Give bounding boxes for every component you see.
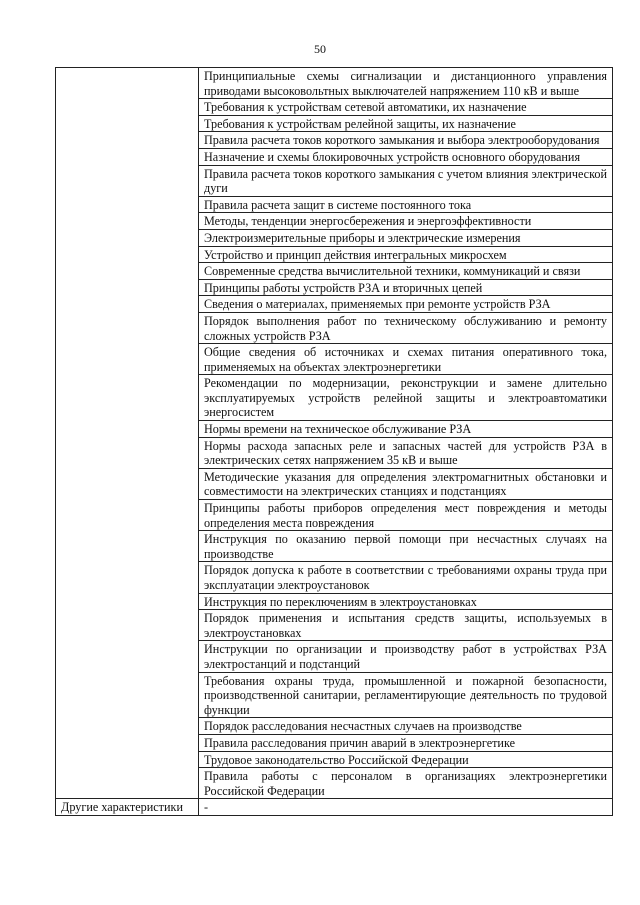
table-cell: Нормы расхода запасных реле и запасных частей для устройств РЗА в электрических сетях напряжением 35 кВ и выше <box>199 437 613 468</box>
knowledge-label-cell <box>56 68 199 799</box>
table-cell: Порядок применения и испытания средств защиты, используемых в электроустановках <box>199 610 613 641</box>
requirements-table <box>55 67 613 816</box>
table-cell: Правила расследования причин аварий в электроэнергетике <box>199 734 613 751</box>
table-cell: Сведения о материалах, применяемых при ремонте устройств РЗА <box>199 296 613 313</box>
other-characteristics-value: - <box>199 799 613 816</box>
table-cell: Методы, тенденции энергосбережения и энергоэффективности <box>199 213 613 230</box>
table-row <box>56 68 613 99</box>
table-cell: Правила расчета токов короткого замыкания с учетом влияния электрической дуги <box>199 165 613 196</box>
table-cell: Трудовое законодательство Российской Федерации <box>199 751 613 768</box>
table-cell: Инструкция по оказанию первой помощи при несчастных случаях на производстве <box>199 531 613 562</box>
table-cell: Требования к устройствам релейной защиты, их назначение <box>199 115 613 132</box>
table-cell: Современные средства вычислительной техники, коммуникаций и связи <box>199 263 613 280</box>
table-cell: Нормы времени на техническое обслуживание РЗА <box>199 421 613 438</box>
table-cell: Правила расчета токов короткого замыкания и выбора электрооборудования <box>199 132 613 149</box>
other-section <box>56 799 613 816</box>
table-row <box>56 799 613 816</box>
table-cell: Электроизмерительные приборы и электрические измерения <box>199 229 613 246</box>
table-cell: Принципы работы приборов определения мест повреждения и методы определения места повреждения <box>199 500 613 531</box>
table-cell: Порядок допуска к работе в соответствии с требованиями охраны труда при эксплуатации электроустановок <box>199 562 613 593</box>
table-cell: Общие сведения об источниках и схемах питания оперативного тока, применяемых на объектах электроэнергетики <box>199 344 613 375</box>
table-cell: Правила расчета защит в системе постоянного тока <box>199 196 613 213</box>
table-cell: Порядок выполнения работ по техническому обслуживанию и ремонту сложных устройств РЗА <box>199 312 613 343</box>
table-cell: Порядок расследования несчастных случаев на производстве <box>199 718 613 735</box>
table-cell: Рекомендации по модернизации, реконструкции и замене длительно эксплуатируемых устройств релейной защиты и электроавтоматики энергосистем <box>199 375 613 421</box>
table-cell: Назначение и схемы блокировочных устройств основного оборудования <box>199 148 613 165</box>
table-cell: Методические указания для определения электромагнитных обстановки и совместимости на электрических станциях и подстанциях <box>199 468 613 499</box>
knowledge-section <box>56 68 613 799</box>
table-cell: Принципиальные схемы сигнализации и дистанционного управления приводами высоковольтных выключателей напряжением 110 кВ и выше <box>199 68 613 99</box>
table-cell: Устройство и принцип действия интегральных микросхем <box>199 246 613 263</box>
page-number: 50 <box>314 42 326 56</box>
table-cell: Инструкция по переключениям в электроустановках <box>199 593 613 610</box>
other-characteristics-label: Другие характеристики <box>56 799 199 816</box>
table-cell: Требования к устройствам сетевой автоматики, их назначение <box>199 99 613 116</box>
table-cell: Требования охраны труда, промышленной и пожарной безопасности, производственной санитарии, регламентирующие деятельность по трудовой функции <box>199 672 613 718</box>
table-cell: Инструкции по организации и производству работ в устройствах РЗА электростанций и подстанций <box>199 641 613 672</box>
table-cell: Принципы работы устройств РЗА и вторичных цепей <box>199 279 613 296</box>
table-cell: Правила работы с персоналом в организациях электроэнергетики Российской Федерации <box>199 768 613 799</box>
